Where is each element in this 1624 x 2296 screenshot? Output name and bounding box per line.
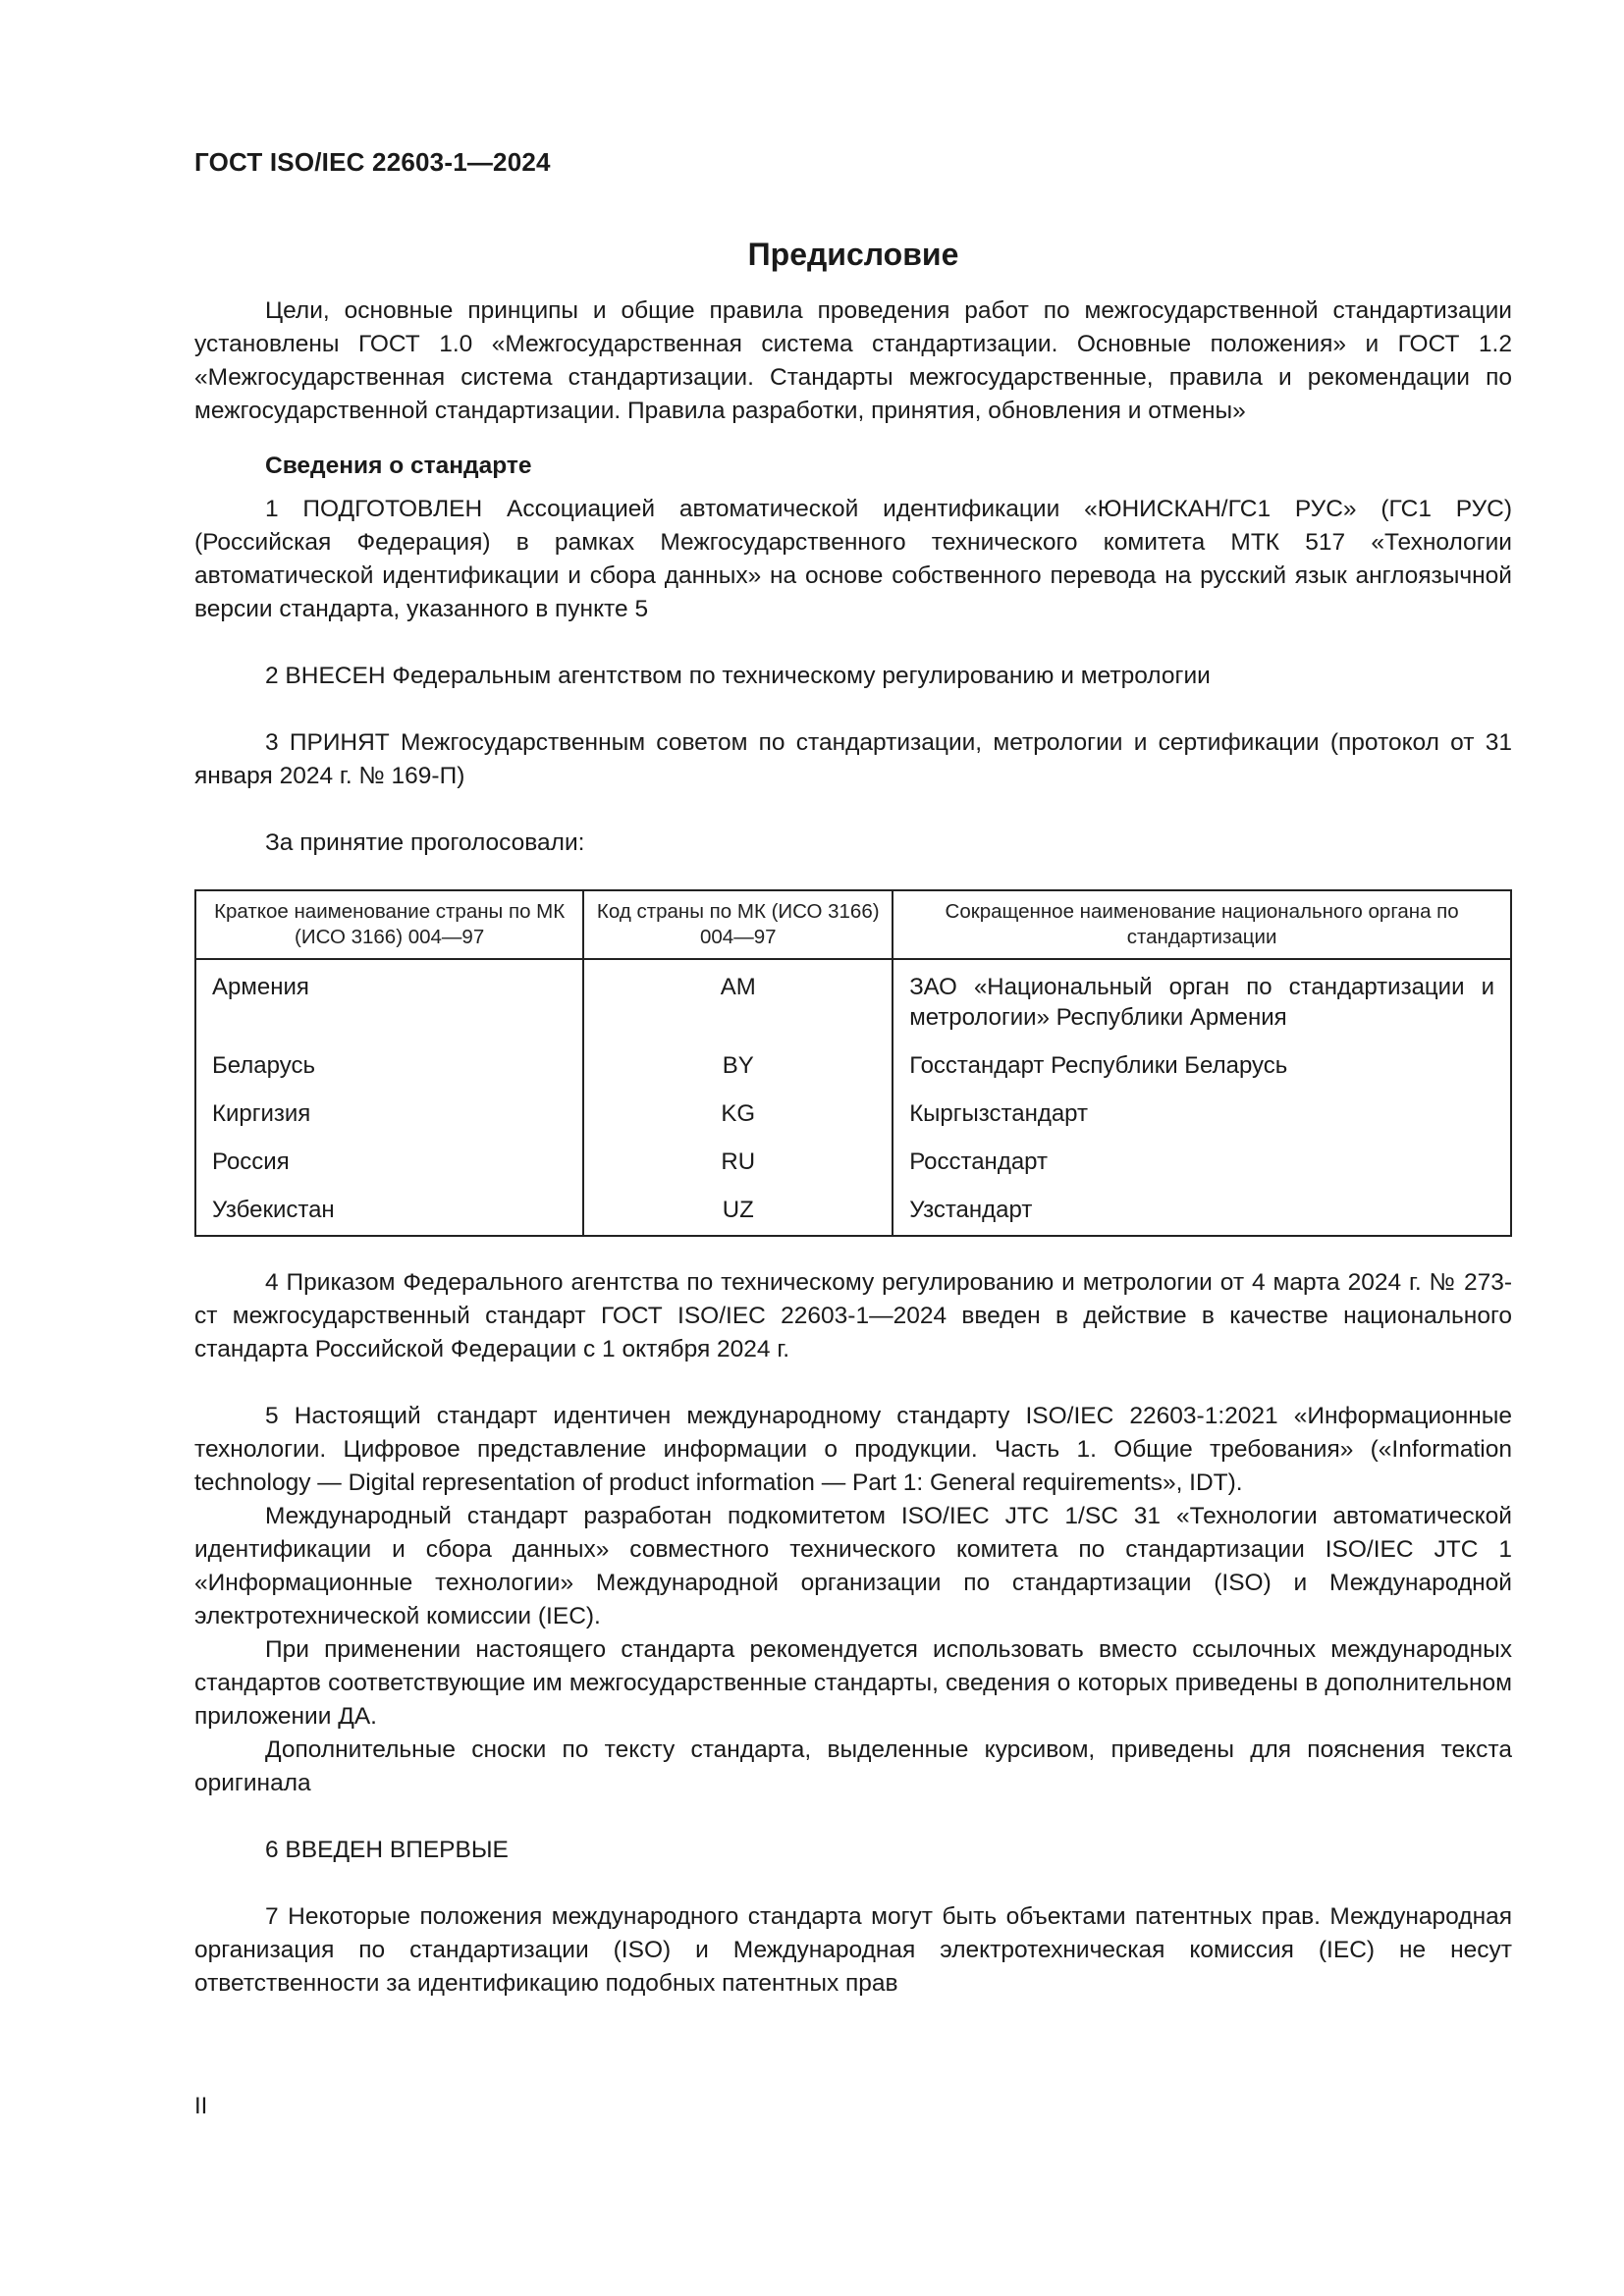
column-header-code: Код страны по МК (ИСО 3166) 004—97 (583, 890, 893, 959)
country-code-cell: BY (583, 1033, 893, 1081)
organization-cell: Госстандарт Республики Беларусь (893, 1033, 1511, 1081)
item-3-paragraph: 3 ПРИНЯТ Межгосударственным советом по стандартизации, метрологии и сертификации (протокол от 31 января 2024 г. № 169-П) (194, 729, 1512, 789)
standard-code-header: ГОСТ ISO/IEC 22603-1—2024 (194, 147, 551, 177)
item-7-paragraph: 7 Некоторые положения международного стандарта могут быть объектами патентных прав. Международная организация по стандартизации (ISO) и Международная электротехническая комиссия (IEC) не несут ответственности за идентификацию подобных патентных прав (194, 1903, 1512, 1997)
item-4-paragraph: 4 Приказом Федерального агентства по техническому регулированию и метрологии от 4 марта 2024 г. № 273-ст межгосударственный стандарт ГОСТ ISO/IEC 22603-1—2024 введен в действие в качестве национального стандарта Российской Федерации с 1 октября 2024 г. (194, 1269, 1512, 1362)
column-header-organization: Сокращенное наименование национального органа по стандартизации (893, 890, 1511, 959)
item-1-paragraph: 1 ПОДГОТОВЛЕН Ассоциацией автоматической идентификации «ЮНИСКАН/ГС1 РУС» (ГС1 РУС) (Российская Федерация) в рамках Межгосударственного технического комитета МТК 517 «Технологии автоматической идентификации и сбора данных» на основе собственного перевода на русский язык англоязычной версии стандарта, указанного в пункте 5 (194, 496, 1512, 622)
country-code-cell: KG (583, 1081, 893, 1129)
item-5-paragraph-c: При применении настоящего стандарта рекомендуется использовать вместо ссылочных международных стандартов соответствующие им межгосударственные стандарты, сведения о которых приведены в дополнительном приложении ДА. (194, 1636, 1512, 1730)
intro-paragraph: Цели, основные принципы и общие правила проведения работ по межгосударственной стандартизации установлены ГОСТ 1.0 «Межгосударственная система стандартизации. Основные положения» и ГОСТ 1.2 «Межгосударственная система стандартизации. Стандарты межгосударственные, правила и рекомендации по межгосударственной стандартизации. Правила разработки, принятия, обновления и отмены» (194, 297, 1512, 424)
country-cell: Армения (195, 959, 583, 1033)
organization-cell: Росстандарт (893, 1129, 1511, 1177)
table-header-row (195, 890, 1511, 959)
item-2-paragraph: 2 ВНЕСЕН Федеральным агентством по техническому регулированию и метрологии (265, 663, 1211, 689)
vote-intro: За принятие проголосовали: (265, 829, 585, 856)
table-row (195, 959, 1511, 1033)
table-row (195, 1177, 1511, 1236)
item-5-paragraph-d: Дополнительные сноски по тексту стандарта, выделенные курсивом, приведены для пояснения текста оригинала (194, 1736, 1512, 1796)
country-cell: Россия (195, 1129, 583, 1177)
voting-countries-table (194, 889, 1512, 1237)
organization-cell: Кыргызстандарт (893, 1081, 1511, 1129)
country-cell: Узбекистан (195, 1177, 583, 1236)
table-row (195, 1081, 1511, 1129)
organization-cell: ЗАО «Национальный орган по стандартизации и метрологии» Республики Армения (893, 959, 1511, 1033)
table-row (195, 1033, 1511, 1081)
country-code-cell: UZ (583, 1177, 893, 1236)
country-code-cell: AM (583, 959, 893, 1033)
country-cell: Беларусь (195, 1033, 583, 1081)
page-number: II (194, 2093, 208, 2119)
column-header-country: Краткое наименование страны по МК (ИСО 3166) 004—97 (195, 890, 583, 959)
section-subheading: Сведения о стандарте (265, 453, 532, 479)
table-row (195, 1129, 1511, 1177)
item-5-paragraph: 5 Настоящий стандарт идентичен международному стандарту ISO/IEC 22603-1:2021 «Информационные технологии. Цифровое представление информации о продукции. Часть 1. Общие требования» («Information technology — Digital representation of product information — Part 1: General requirements», IDT). (194, 1403, 1512, 1496)
document-page (194, 147, 1512, 2001)
country-cell: Киргизия (195, 1081, 583, 1129)
page-title: Предисловие (747, 237, 959, 272)
item-5-paragraph-b: Международный стандарт разработан подкомитетом ISO/IEC JTC 1/SC 31 «Технологии автоматической идентификации и сбора данных» совместного технического комитета по стандартизации ISO/IEC JTC 1 «Информационные технологии» Международной организации по стандартизации (ISO) и Международной электротехнической комиссии (IEC). (194, 1503, 1512, 1629)
country-code-cell: RU (583, 1129, 893, 1177)
organization-cell: Узстандарт (893, 1177, 1511, 1236)
item-6-paragraph: 6 ВВЕДЕН ВПЕРВЫЕ (265, 1837, 509, 1863)
